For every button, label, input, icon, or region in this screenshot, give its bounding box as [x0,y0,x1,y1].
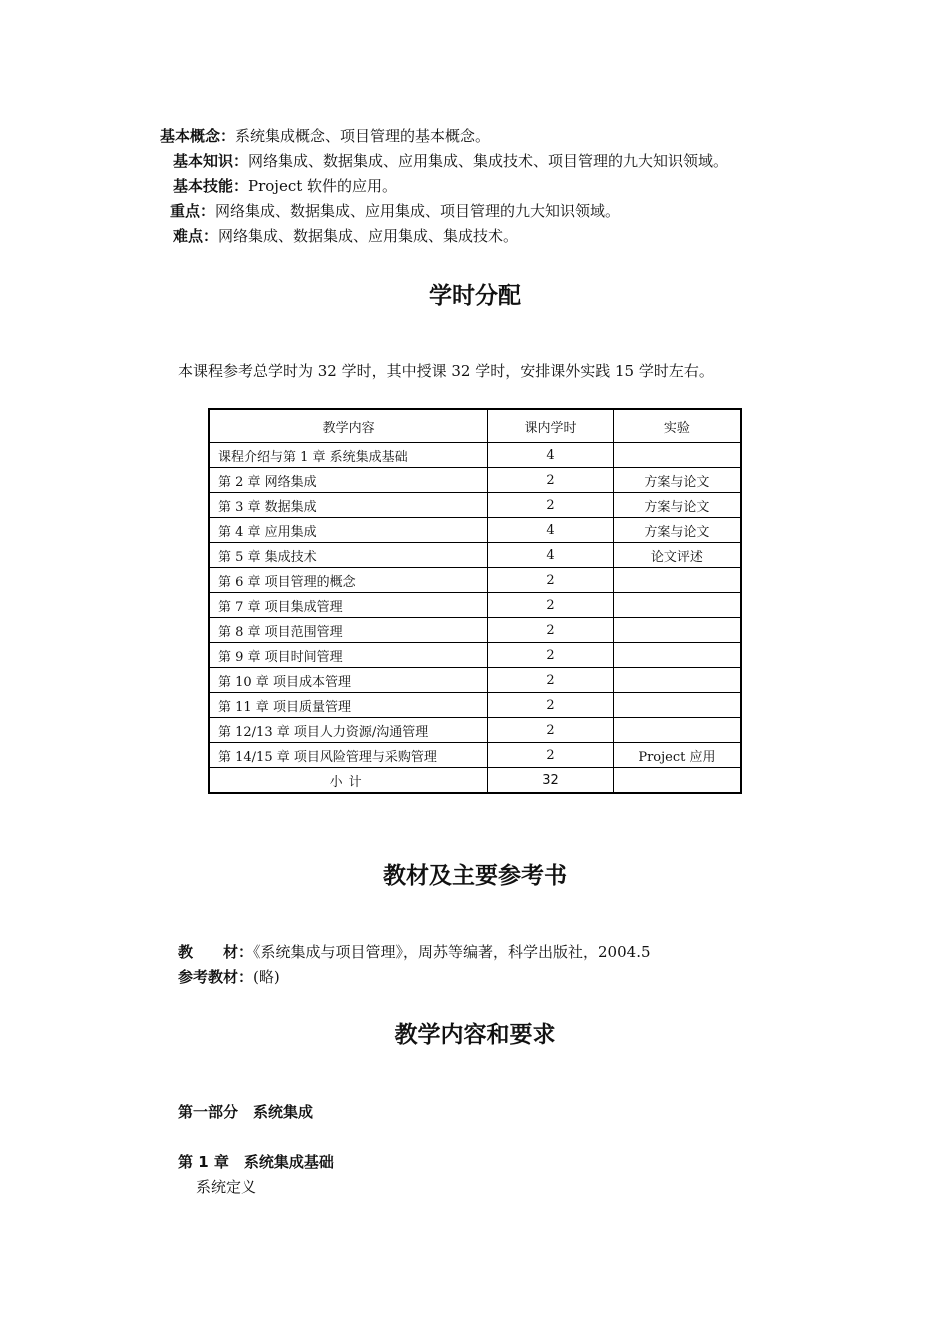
header-hours: 课内学时 [488,409,614,443]
cell-lab [613,668,741,693]
reference-line [178,967,280,987]
cell-content: 第 11 章 项目质量管理 [209,693,488,718]
header-lab: 实验 [613,409,741,443]
table-row [209,718,741,743]
concept-label: 难点： [173,227,219,245]
cell-hours: 2 [488,668,614,693]
cell-hours: 2 [488,468,614,493]
books-section-title: 教材及主要参考书 [383,863,567,889]
cell-content: 第 7 章 项目集成管理 [209,593,488,618]
table-row [209,568,741,593]
cell-total-label: 小计 [209,768,488,794]
cell-content: 课程介绍与第 1 章 系统集成基础 [209,443,488,468]
table-row [209,543,741,568]
concept-line-basic-knowledge [173,151,728,171]
cell-lab: 方案与论文 [613,518,741,543]
concept-label: 基本概念： [160,127,236,145]
table-row [209,518,741,543]
table-row [209,593,741,618]
table-row [209,668,741,693]
cell-content: 第 3 章 数据集成 [209,493,488,518]
reference-label: 参考教材： [178,968,254,986]
concept-line-key-points [170,201,620,221]
cell-hours: 2 [488,493,614,518]
table-header-row [209,409,741,443]
cell-hours: 2 [488,693,614,718]
reference-text: (略) [253,968,280,986]
textbook-label: 教 材： [178,943,254,961]
cell-lab [613,593,741,618]
cell-hours: 2 [488,718,614,743]
concept-line-difficulties [173,226,518,246]
concept-text: 系统集成概念、项目管理的基本概念。 [235,127,491,145]
table-row [209,468,741,493]
cell-hours: 2 [488,743,614,768]
cell-lab: 方案与论文 [613,468,741,493]
cell-content: 第 14/15 章 项目风险管理与采购管理 [209,743,488,768]
table-row [209,693,741,718]
part-title: 第一部分 系统集成 [178,1103,314,1121]
cell-content: 第 2 章 网络集成 [209,468,488,493]
cell-content: 第 10 章 项目成本管理 [209,668,488,693]
concept-text: 网络集成、数据集成、应用集成、集成技术、项目管理的九大知识领域。 [248,152,729,170]
cell-content: 第 5 章 集成技术 [209,543,488,568]
hours-intro: 本课程参考总学时为 32 学时，其中授课 32 学时，安排课外实践 15 学时左右。 [178,362,714,380]
concept-label: 基本知识： [173,152,249,170]
textbook-text: 《系统集成与项目管理》，周苏等编著，科学出版社，2004.5 [253,943,651,961]
cell-lab: 论文评述 [613,543,741,568]
table-total-row [209,768,741,794]
concept-label: 重点： [170,202,216,220]
cell-hours: 4 [488,518,614,543]
table-row [209,643,741,668]
cell-content: 第 6 章 项目管理的概念 [209,568,488,593]
cell-hours: 2 [488,618,614,643]
cell-content: 第 8 章 项目范围管理 [209,618,488,643]
concept-line-basic-concepts [160,126,490,146]
cell-lab [613,443,741,468]
cell-hours: 4 [488,443,614,468]
cell-hours: 2 [488,593,614,618]
table-row [209,443,741,468]
table-row [209,618,741,643]
cell-lab: 方案与论文 [613,493,741,518]
concept-text: 网络集成、数据集成、应用集成、集成技术。 [218,227,519,245]
cell-content: 第 12/13 章 项目人力资源/沟通管理 [209,718,488,743]
header-content: 教学内容 [209,409,488,443]
cell-lab [613,693,741,718]
hours-table [208,408,742,794]
cell-content: 第 9 章 项目时间管理 [209,643,488,668]
table-row [209,743,741,768]
content-section-title: 教学内容和要求 [394,1022,556,1048]
chapter-item: 系统定义 [196,1178,257,1196]
cell-hours: 4 [488,543,614,568]
concept-label: 基本技能： [173,177,249,195]
cell-lab: Project 应用 [613,743,741,768]
cell-total-lab [613,768,741,794]
concept-text: Project 软件的应用。 [248,177,398,195]
cell-total-hours: 32 [488,768,614,794]
cell-lab [613,718,741,743]
cell-lab [613,568,741,593]
cell-content: 第 4 章 应用集成 [209,518,488,543]
cell-hours: 2 [488,568,614,593]
hours-section-title: 学时分配 [429,283,521,309]
cell-hours: 2 [488,643,614,668]
chapter-title: 第 1 章 系统集成基础 [178,1153,334,1171]
cell-lab [613,618,741,643]
cell-lab [613,643,741,668]
textbook-line [178,942,651,962]
concept-text: 网络集成、数据集成、应用集成、项目管理的九大知识领域。 [215,202,621,220]
table-row [209,493,741,518]
concept-line-basic-skills [173,176,397,196]
